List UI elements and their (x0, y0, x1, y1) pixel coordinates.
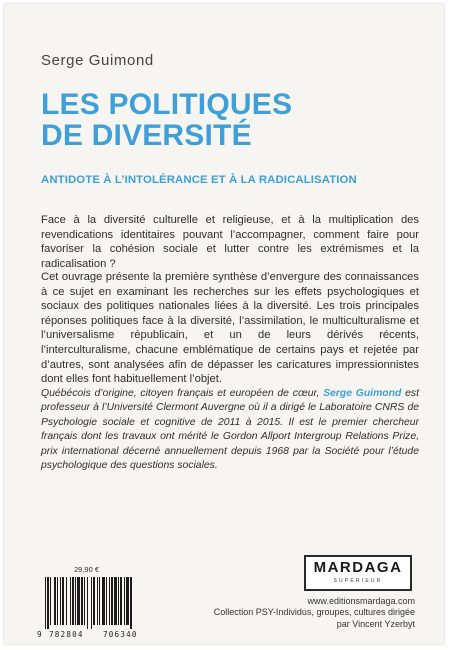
author-bio-intro: Québécois d’origine, citoyen français et européen de cœur, (41, 388, 324, 399)
barcode-bar (66, 577, 67, 625)
barcode-bar (114, 577, 117, 625)
isbn-right-group: 706340 (103, 630, 138, 639)
barcode-bar (62, 577, 64, 625)
barcode-bar (60, 577, 61, 625)
publisher-website: www.editionsmardaga.com (307, 596, 415, 606)
author-bio-text: est professeur à l’Université Clermont Auvergne où il a dirigé le Laboratoire CNRS de Psychologie sociale et cognitive de 2011 à 2015. Il est le premier chercheur français dont les travaux ont mérité le Gordon Allport Intergroup Relations Prize, prix international décerné annuellement depuis 1968 par la Société pour l’étude psychologique des questions sociales. (41, 388, 420, 472)
book-title (41, 89, 292, 151)
book-title-line-2: DE DIVERSITÉ (41, 119, 252, 152)
publisher-info (214, 596, 415, 630)
barcode-bar (120, 577, 122, 625)
barcode-bar (77, 577, 80, 625)
isbn-barcode (37, 577, 159, 629)
barcode-bar (81, 577, 83, 625)
barcode-bar (97, 577, 98, 625)
barcode-bar (54, 577, 56, 625)
barcode-graphic (37, 577, 159, 629)
book-back-cover (4, 4, 444, 644)
collection-line-1: Collection PSY-Individus, groupes, cultures dirigée (213, 607, 415, 618)
barcode-bar (102, 577, 105, 625)
barcode-bar (91, 577, 92, 629)
author-name: Serge Guimond (41, 52, 154, 69)
author-bio (41, 387, 419, 473)
barcode-bar (57, 577, 58, 625)
barcode-bar (87, 577, 88, 629)
isbn-left-group: 782804 (49, 630, 84, 639)
barcode-bar (47, 577, 49, 629)
book-title-line-1: LES POLITIQUES (41, 88, 293, 121)
barcode-bar (50, 577, 51, 625)
publisher-logo-subtitle: SUPÉRIEUR (333, 578, 383, 584)
barcode-bar (99, 577, 100, 625)
author-bio-name: Serge Guimond (323, 388, 402, 399)
isbn-first-digit: 9 (37, 630, 42, 639)
collection-line-2: par Vincent Yzerbyt (336, 618, 415, 629)
barcode-bar (93, 577, 95, 625)
barcode-bar (75, 577, 76, 625)
barcode-bar (126, 577, 129, 625)
barcode-bar (124, 577, 125, 625)
barcode-bar (118, 577, 119, 625)
barcode-bar (45, 577, 46, 629)
blurb-paragraph-2: Cet ouvrage présente la première synthèse d’envergure des connaissances à ce sujet en examinant les recherches sur les effets psychologiques et sociaux des politiques nationales liées à la diversité. Les trois principales réponses politiques face à la diversité, l’assimilation, le multiculturalisme et l’universalisme républicain, et un de leurs dérivés récents, l’interculturalisme, chacune emblématique de certains pays et rejetée par d’autres, sont analysées afin de dépasser les caricatures impressionnistes dont elles font habituellement l’objet. (41, 271, 419, 386)
barcode-bar (130, 577, 132, 629)
barcode-bar (72, 577, 74, 625)
publisher-logo-name: MARDAGA (313, 559, 403, 576)
barcode-bar (111, 577, 113, 625)
barcode-bar (109, 577, 110, 625)
blurb-paragraph-1: Face à la diversité culturelle et religieuse, et à la multiplication des revendications identitaires pouvant l’accompagner, comment faire pour favoriser la cohésion sociale et lutter contre les extrémismes et la radicalisation ? (41, 214, 419, 270)
barcode-bar (84, 577, 85, 625)
book-subtitle: ANTIDOTE À L’INTOLÉRANCE ET À LA RADICALISATION (41, 174, 357, 186)
price-label: 29,90 € (74, 565, 100, 574)
publisher-logo (304, 555, 412, 591)
barcode-bar (70, 577, 71, 625)
barcode-bar (106, 577, 107, 625)
